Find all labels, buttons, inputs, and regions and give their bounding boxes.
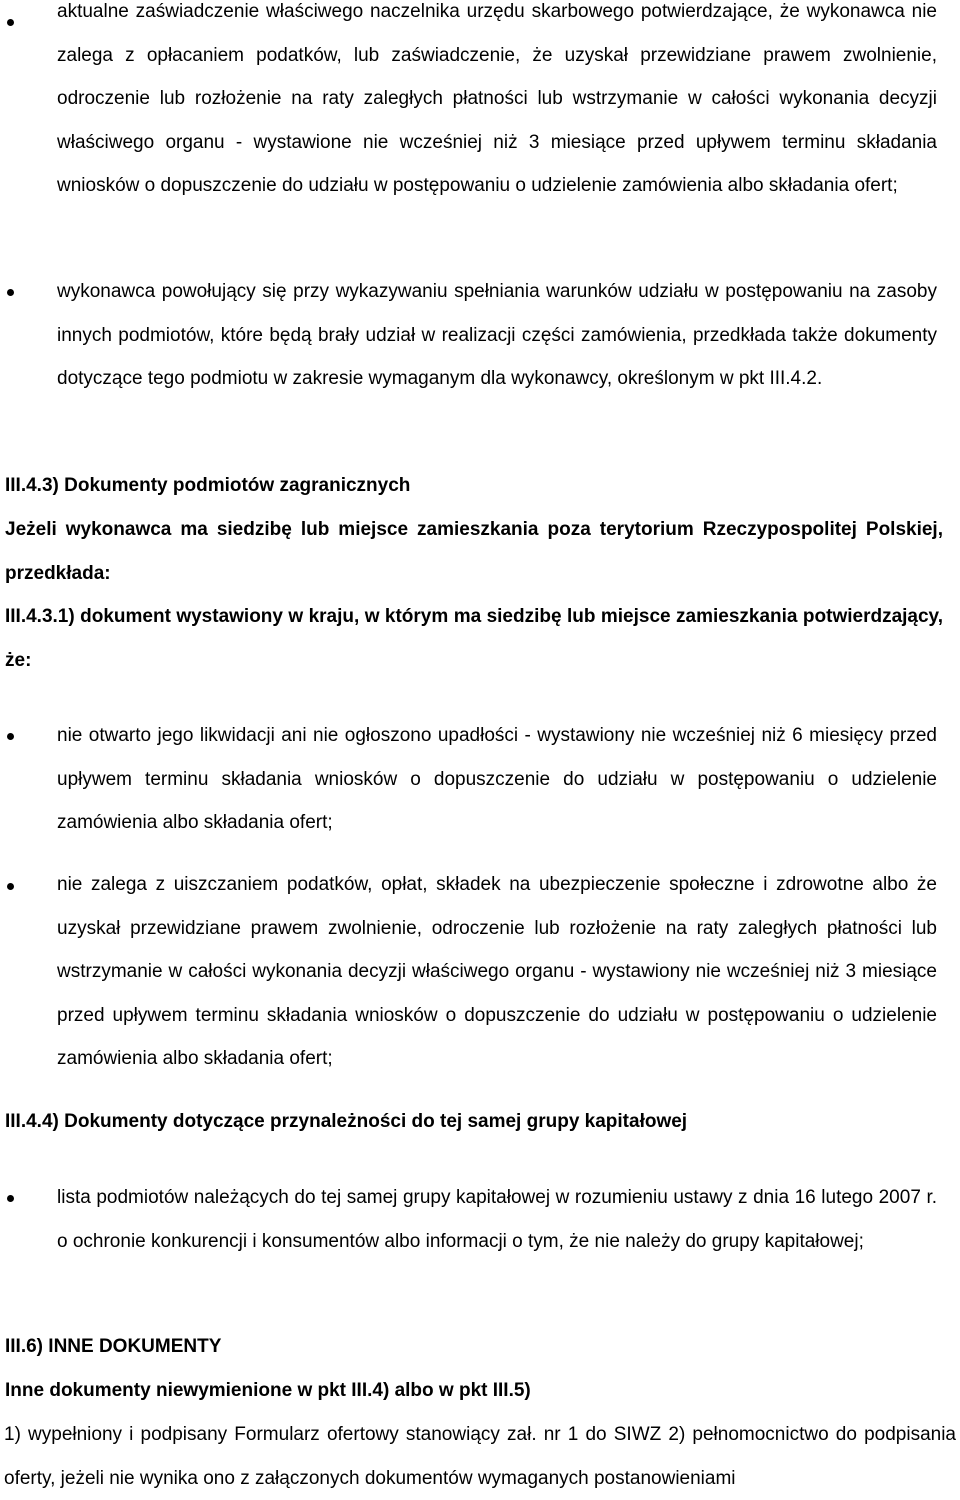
section-heading: III.4.3) Dokumenty podmiotów zagranicznych <box>5 475 411 496</box>
bullet-marker <box>7 1195 14 1202</box>
list-item: nie zalega z uiszczaniem podatków, opłat, składek na ubezpieczenie społeczne i zdrowotne albo że uzyskał przewidziane prawem zwolnienie, odroczenie lub rozłożenie na raty zaległych płatności lub wstrzymanie w całości wykonania decyzji właściwego organu - wystawiony nie wcześniej niż 3 miesiące przed upływem terminu składania wniosków o dopuszczenie do udziału w postępowaniu o udzielenie zamówienia albo składania ofert; <box>57 874 937 1070</box>
bullet-marker <box>7 733 14 740</box>
list-item: lista podmiotów należących do tej samej grupy kapitałowej w rozumieniu ustawy z dnia 16 lutego 2007 r. o ochronie konkurencji i konsumentów albo informacji o tym, że nie należy do grupy kapitałowej; <box>57 1187 937 1252</box>
bullet-marker <box>7 19 14 26</box>
list-item: nie otwarto jego likwidacji ani nie ogłoszono upadłości - wystawiony nie wcześniej niż 6 miesięcy przed upływem terminu składania wniosków o dopuszczenie do udziału w postępowaniu o udzielenie zamówienia albo składania ofert; <box>57 725 937 834</box>
section-subheading: Inne dokumenty niewymienione w pkt III.4) albo w pkt III.5) <box>5 1380 531 1401</box>
section-heading: III.6) INNE DOKUMENTY <box>5 1336 222 1357</box>
section-intro: Jeżeli wykonawca ma siedzibę lub miejsce zamieszkania poza terytorium Rzeczypospolitej Polskiej, przedkłada: <box>5 519 943 584</box>
subsection-heading: III.4.3.1) dokument wystawiony w kraju, w którym ma siedzibę lub miejsce zamieszkania potwierdzający, że: <box>5 606 943 671</box>
list-item: wykonawca powołujący się przy wykazywaniu spełniania warunków udziału w postępowaniu na zasoby innych podmiotów, które będą brały udział w realizacji części zamówienia, przedkłada także dokumenty dotyczące tego podmiotu w zakresie wymaganym dla wykonawcy, określonym w pkt III.4.2. <box>57 281 937 390</box>
list-item: aktualne zaświadczenie właściwego naczelnika urzędu skarbowego potwierdzające, że wykonawca nie zalega z opłacaniem podatków, lub zaświadczenie, że uzyskał przewidziane prawem zwolnienie, odroczenie lub rozłożenie na raty zaległych płatności lub wstrzymanie w całości wykonania decyzji właściwego organu - wystawione nie wcześniej niż 3 miesiące przed upływem terminu składania wniosków o dopuszczenie do udziału w postępowaniu o udzielenie zamówienia albo składania ofert; <box>57 1 937 197</box>
bullet-marker <box>7 883 14 890</box>
section-heading: III.4.4) Dokumenty dotyczące przynależności do tej samej grupy kapitałowej <box>5 1111 688 1132</box>
section-body: 1) wypełniony i podpisany Formularz ofertowy stanowiący zał. nr 1 do SIWZ 2) pełnomocnictwo do podpisania oferty, jeżeli nie wynika ono z załączonych dokumentów wymaganych postanowieniami <box>4 1424 956 1489</box>
bullet-marker <box>7 289 14 296</box>
